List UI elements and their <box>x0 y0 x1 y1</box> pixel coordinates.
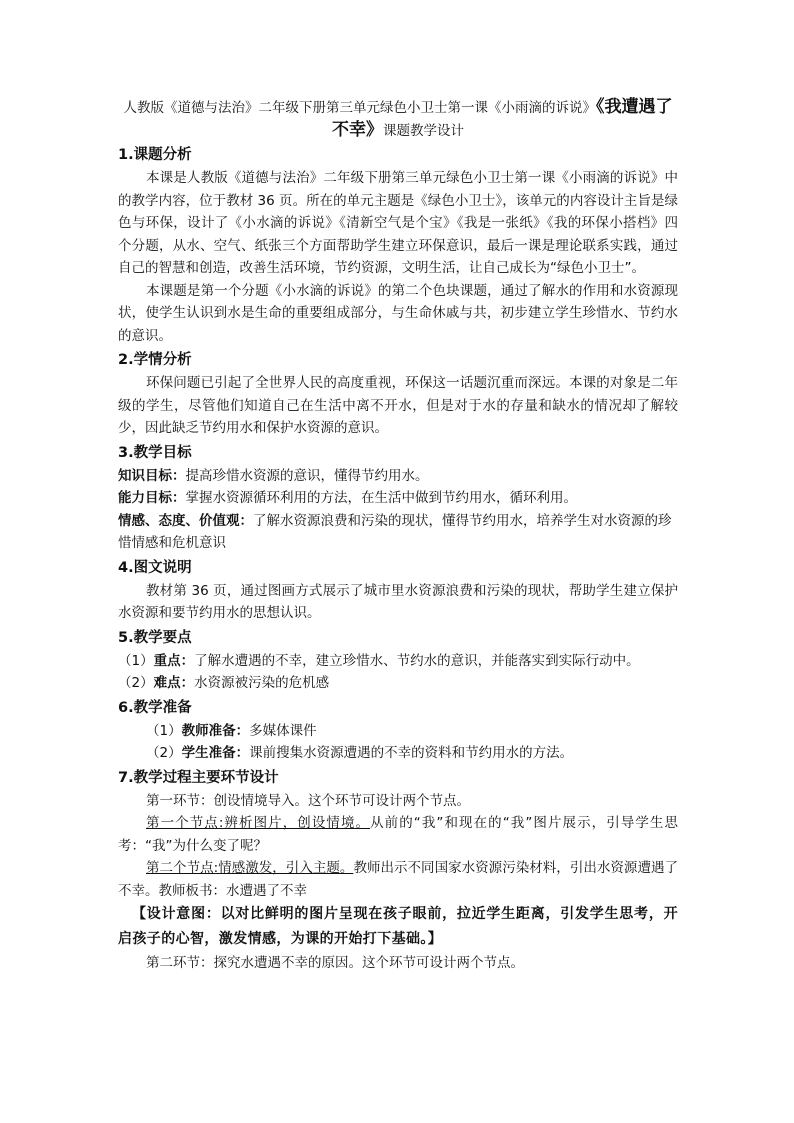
difficulty-text: 水资源被污染的危机感 <box>194 675 330 691</box>
student-prep-text: 课前搜集水资源遭遇的不幸的资料和节约用水的方法。 <box>249 745 574 761</box>
goal-ability <box>118 487 678 510</box>
node-1-text: 从前的“我”和现在的“我”图片展示，引导学生思考：“我”为什么变了呢？ <box>118 815 678 854</box>
goal-ability-text: 掌握水资源循环利用的方法，在生活中做到节约用水，循环利用。 <box>185 490 577 506</box>
key-point-item <box>118 650 678 673</box>
key-point-label: 重点： <box>153 652 195 669</box>
document-title <box>118 96 678 142</box>
node-1-label: 第一个节点:辨析图片，创设情境。 <box>146 815 371 831</box>
goal-emotion-label: 情感、态度、价值观： <box>118 512 253 529</box>
teacher-prep-label: 教师准备： <box>181 722 250 739</box>
teacher-prep-text: 多媒体课件 <box>249 722 317 739</box>
goal-emotion <box>118 510 678 555</box>
key-point-number: （1） <box>118 652 154 669</box>
section-4-heading: 4.图文说明 <box>118 559 192 576</box>
goal-knowledge-text: 提高珍惜水资源的意识，懂得节约用水。 <box>185 467 429 484</box>
node-2-label: 第二个节点:情感激发，引入主题。 <box>146 860 354 876</box>
goal-emotion-text: 了解水资源浪费和污染的现状，懂得节约用水，培养学生对水资源的珍惜情感和危机意识 <box>118 512 672 551</box>
section-2-heading: 2.学情分析 <box>118 352 192 368</box>
teacher-prep-item <box>118 720 678 743</box>
section-1-paragraph-2: 本课题是第一个分题《小水滴的诉说》的第二个色块课题，通过了解水的作用和水资源现状，使学生认识到水是生命的重要组成部分，与生命休戚与共，初步建立学生珍惜水、节约水的意识。 <box>118 282 678 344</box>
section-3-heading: 3.教学目标 <box>118 444 192 461</box>
section-1-paragraph-1: 本课是人教版《道德与法治》二年级下册第三单元绿色小卫士第一课《小雨滴的诉说》中的教学内容，位于教材 36 页。所在的单元主题是《绿色小卫士》，该单元的内容设计主旨是绿色与环保，设计了《小水滴的诉说》《清新空气是个宝》《我是一张纸》《我的环保小搭档》四个分题，从水、空气、纸张三个方面帮助学生建立环保意识，最后一课是理论联系实践，通过自己的智慧和创造，改善生活环境，节约资源，文明生活，让自己成长为“绿色小卫士”。 <box>118 170 678 276</box>
section-2-paragraph-1: 环保问题已引起了全世界人民的高度重视，环保这一话题沉重而深远。本课的对象是二年级的学生，尽管他们知道自己在生活中离不开水，但是对于水的存量和缺水的情况却了解较少，因此缺乏节约用水和保护水资源的意识。 <box>118 375 678 436</box>
student-prep-item <box>118 742 678 765</box>
node-1-paragraph <box>118 812 678 857</box>
key-point-text: 了解水遭遇的不幸，建立珍惜水、节约水的意识，并能落实到实际行动中。 <box>194 652 640 669</box>
design-intent: 【设计意图：以对比鲜明的图片呈现在孩子眼前，拉近学生距离，引发学生思考，开启孩子的心智，激发情感，为课的开始打下基础。】 <box>118 906 678 947</box>
difficulty-item <box>118 672 678 695</box>
section-4-paragraph-1: 教材第 36 页，通过图画方式展示了城市里水资源浪费和污染的现状，帮助学生建立保护水资源和要节约用水的思想认识。 <box>118 582 678 621</box>
goal-knowledge-label: 知识目标： <box>118 467 186 484</box>
link-2-paragraph: 第二环节：探究水遭遇不幸的原因。这个环节可设计两个节点。 <box>146 955 524 971</box>
section-1-heading: 1.课题分析 <box>118 147 192 163</box>
node-2-paragraph <box>118 857 678 902</box>
student-prep-label: 学生准备： <box>181 745 250 761</box>
node-2-text: 教师出示不同国家水资源污染材料，引出水资源遭遇了不幸。教师板书：水遭遇了不幸 <box>118 860 678 899</box>
section-7-heading: 7.教学过程主要环节设计 <box>118 769 279 786</box>
title-main: 《我遭遇了不幸》 <box>332 97 673 140</box>
goal-knowledge <box>118 465 678 488</box>
link-1-paragraph: 第一环节：创设情境导入。这个环节可设计两个节点。 <box>146 792 470 809</box>
document-page <box>118 96 678 975</box>
section-6-heading: 6.教学准备 <box>118 699 192 716</box>
difficulty-label: 难点： <box>153 675 195 691</box>
goal-ability-label: 能力目标： <box>118 490 186 506</box>
section-5-heading: 5.教学要点 <box>118 629 192 646</box>
difficulty-number: （2） <box>118 675 154 691</box>
student-prep-number: （2） <box>146 745 182 761</box>
title-prefix: 人教版《道德与法治》二年级下册第三单元绿色小卫士第一课《小雨滴的诉说》 <box>123 100 596 116</box>
title-suffix: 课题教学设计 <box>383 123 464 139</box>
teacher-prep-number: （1） <box>146 722 182 739</box>
